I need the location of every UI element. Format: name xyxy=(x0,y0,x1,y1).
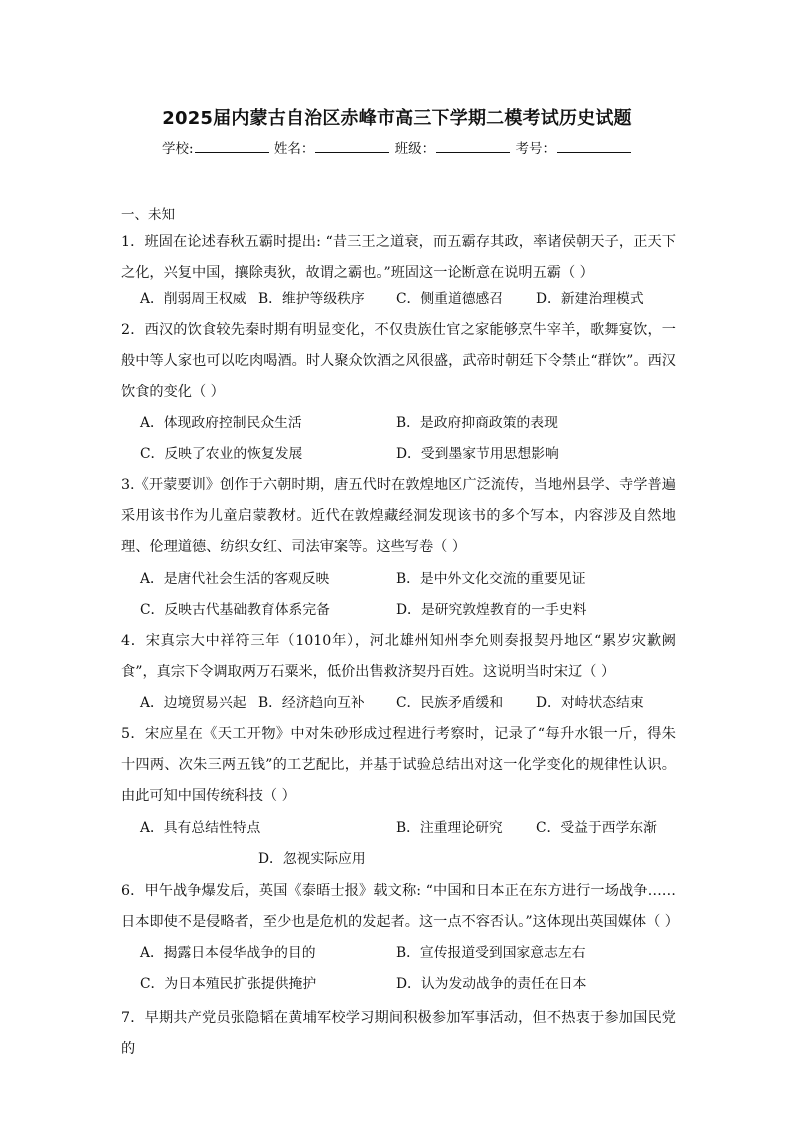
section-heading: 一、未知 xyxy=(121,207,175,223)
option-b: B．经济趋向互补 xyxy=(258,695,365,711)
option-d: D．对峙状态结束 xyxy=(536,695,644,711)
option-a: A．是唐代社会生活的客观反映 xyxy=(140,571,330,587)
name-blank xyxy=(315,140,389,153)
option-d: D．新建治理模式 xyxy=(536,291,644,307)
option-a: A．边境贸易兴起 xyxy=(140,695,247,711)
question-5-text: 5．宋应星在《天工开物》中对朱砂形成过程进行考察时，记录了“每升水银一斤，得朱十四两、次朱三两五钱”的工艺配比，并基于试验总结出对这一化学变化的规律性认识。由此可知中国传统科技（ ） xyxy=(121,726,676,804)
option-c: C．侧重道德感召 xyxy=(396,291,504,307)
question-4-text: 4．宋真宗大中祥符三年（1010年），河北雄州知州李允则奏报契丹地区“累岁灾歉阙食”，真宗下令调取两万石粟米，低价出售救济契丹百姓。这说明当时宋辽（ ） xyxy=(121,633,676,680)
student-info-line xyxy=(0,137,794,157)
school-label: 学校: xyxy=(162,141,194,157)
option-d: D．是研究敦煌教育的一手史料 xyxy=(396,602,587,618)
option-d: D．认为发动战争的责任在日本 xyxy=(396,976,587,992)
name-label: 姓名： xyxy=(273,141,315,157)
option-a: A．体现政府控制民众生活 xyxy=(140,415,302,431)
class-blank xyxy=(436,140,510,153)
school-blank xyxy=(195,140,269,153)
number-label: 考号： xyxy=(515,141,556,157)
option-b: B．是政府抑商政策的表现 xyxy=(396,415,558,431)
option-c: C．反映了农业的恢复发展 xyxy=(140,446,303,462)
option-d: D．忽视实际应用 xyxy=(258,851,366,867)
exam-title: 2025届内蒙古自治区赤峰市高三下学期二模考试历史试题 xyxy=(162,108,632,129)
question-2-text: 2．西汉的饮食较先秦时期有明显变化，不仅贵族仕官之家能够烹牛宰羊，歌舞宴饮，一般中等人家也可以吃肉喝酒。时人聚众饮酒之风很盛，武帝时朝廷下令禁止“群饮”。西汉饮食的变化（ ） xyxy=(121,322,676,400)
option-b: B．注重理论研究 xyxy=(396,820,503,836)
option-b: B．宣传报道受到国家意志左右 xyxy=(396,945,586,961)
option-a: A．具有总结性特点 xyxy=(140,820,261,836)
option-b: B．维护等级秩序 xyxy=(258,291,365,307)
option-c: C．为日本殖民扩张提供掩护 xyxy=(140,976,317,992)
number-blank xyxy=(557,140,631,153)
question-3-text: 3.《开蒙要训》创作于六朝时期，唐五代时在敦煌地区广泛流传，当地州县学、寺学普遍采用该书作为儿童启蒙教材。近代在敦煌藏经洞发现该书的多个写本，内容涉及自然地理、伦理道德、纺织女红、司法审案等。这些写卷（ ） xyxy=(121,477,676,555)
option-b: B．是中外文化交流的重要见证 xyxy=(396,571,586,587)
question-6-text: 6．甲午战争爆发后，英国《泰晤士报》载文称: “中国和日本正在东方进行一场战争……日本即使不是侵略者，至少也是危机的发起者。这一点不容否认。”这体现出英国媒体（ ） xyxy=(121,883,679,930)
question-7-text: 7．早期共产党员张隐韬在黄埔军校学习期间积极参加军事活动，但不热衷于参加国民党的 xyxy=(121,1010,676,1057)
class-label: 班级： xyxy=(394,141,436,157)
option-c: C．反映古代基础教育体系完备 xyxy=(140,602,330,618)
option-d: D．受到墨家节用思想影响 xyxy=(396,446,559,462)
option-a: A．削弱周王权威 xyxy=(140,291,247,307)
option-c: C．民族矛盾缓和 xyxy=(396,695,504,711)
question-1-text: 1．班固在论述春秋五霸时提出: “昔三王之道衰，而五霸存其政，率诸侯朝天子，正天下之化，兴复中国，攘除夷狄，故谓之霸也。”班固这一论断意在说明五霸（ ） xyxy=(121,234,676,281)
option-c: C．受益于西学东渐 xyxy=(536,820,657,836)
option-a: A．揭露日本侵华战争的目的 xyxy=(140,945,316,961)
